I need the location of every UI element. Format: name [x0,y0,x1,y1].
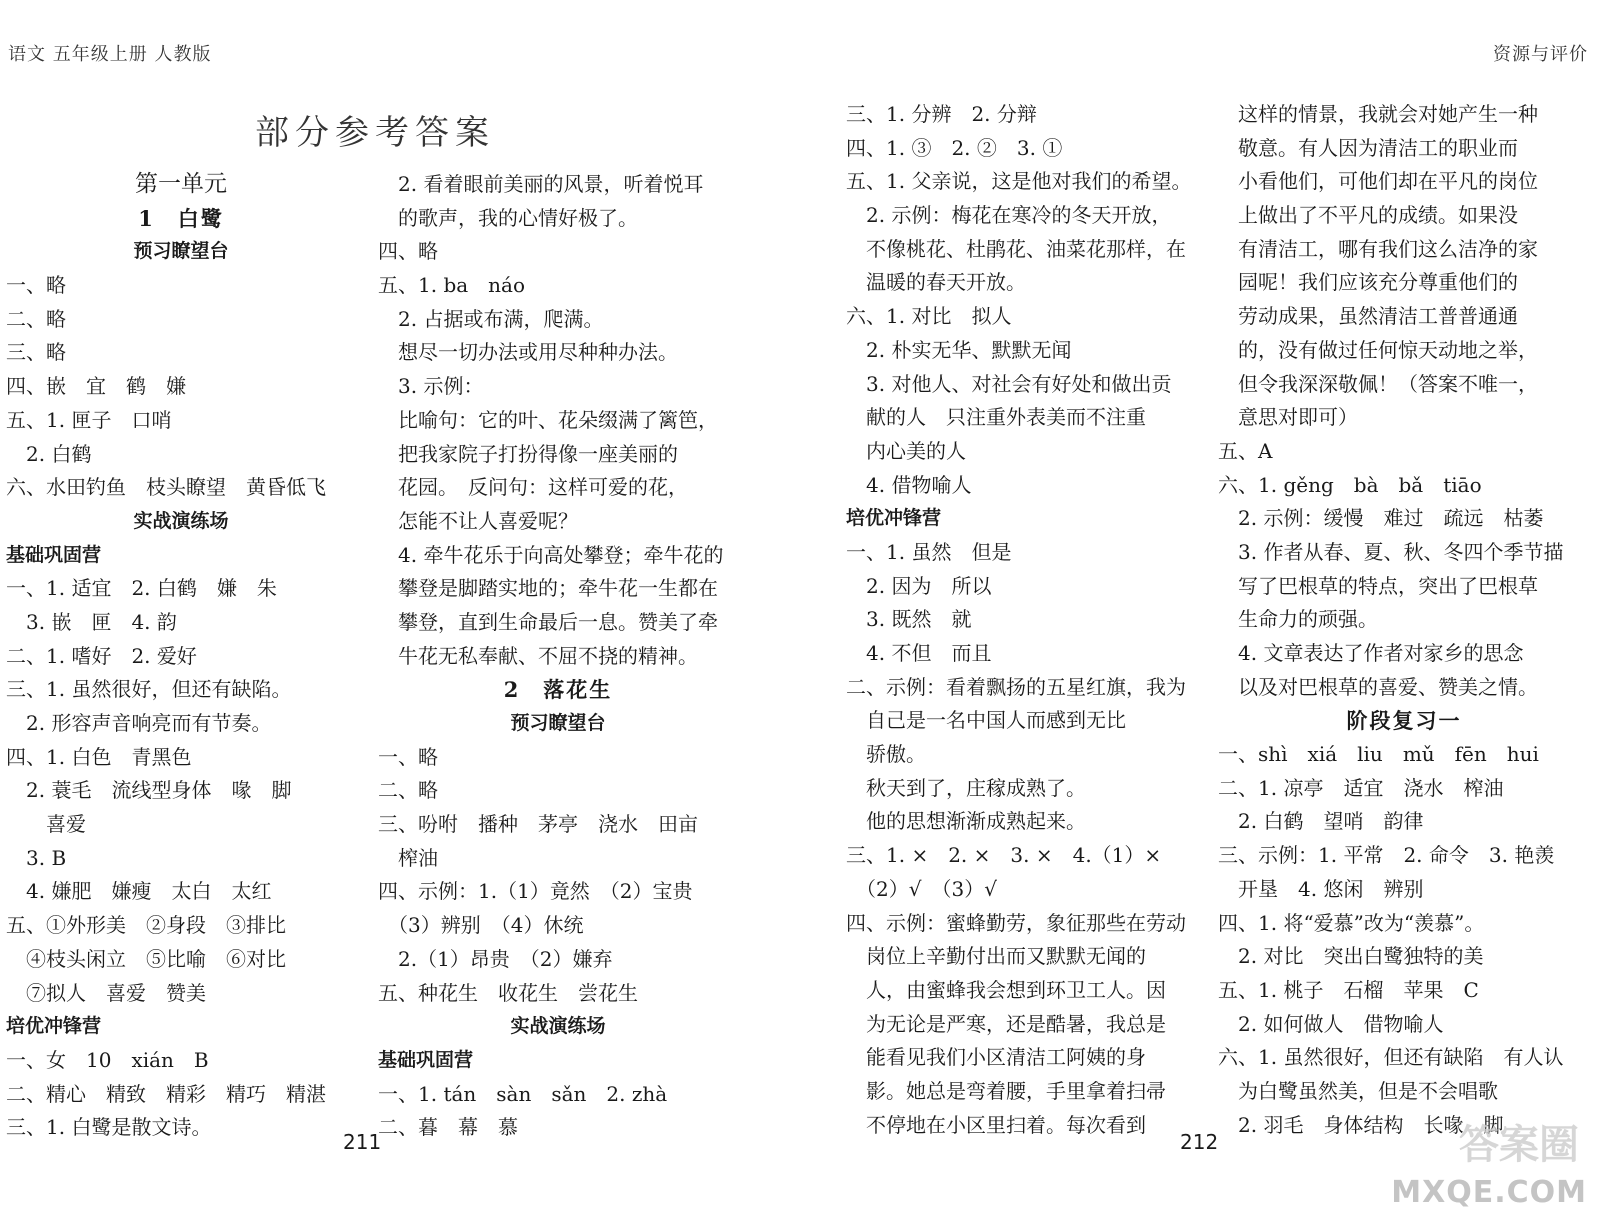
answer-line: 喜爱 [6,812,86,837]
answer-line: 二、精心 精致 精彩 精巧 精湛 [6,1081,326,1106]
answer-line: 想尽一切办法或用尽种种办法。 [378,340,678,365]
answer-line: 五、①外形美 ②身段 ③排比 [6,913,286,938]
answer-line: 有清洁工，哪有我们这么洁净的家 [1218,236,1538,261]
answer-line: 把我家院子打扮得像一座美丽的 [378,441,678,466]
answer-line: 三、吩咐 播种 茅亭 浇水 田亩 [378,812,698,837]
section-heading: 1 白鹭 [138,205,224,231]
answer-line: 他的思想渐渐成熟起来。 [846,809,1086,834]
answer-line: 2.（1）昂贵 （2）嫌弃 [378,946,613,971]
answer-line: 三、1. 虽然很好，但还有缺陷。 [6,677,292,702]
answer-line: 一、shì xiá liu mǔ fēn hui [1218,742,1539,767]
answer-line: 生命力的顽强。 [1218,607,1378,632]
answer-line: 五、种花生 收花生 尝花生 [378,980,638,1005]
answer-line: 2. 示例：缓慢 难过 疏远 枯萎 [1218,506,1544,531]
answer-line: 这样的情景，我就会对她产生一种 [1218,102,1538,126]
answer-line: 榨油 [378,845,438,870]
answer-line: 二、示例：看着飘扬的五星红旗，我为 [846,674,1186,699]
answer-line: 三、示例：1. 平常 2. 命令 3. 艳羡 [1218,843,1555,868]
answer-line: 2. 对比 突出白鹭独特的美 [1218,944,1484,969]
answer-line: 二、1. 嗜好 2. 爱好 [6,643,197,668]
answer-line: 2. 朴实无华、默默无闻 [846,337,1072,362]
section-heading: 实战演练场 [133,509,229,532]
section-heading: 2 落花生 [503,677,613,703]
watermark [1391,1100,1591,1220]
section-heading: 培优冲锋营 [6,1015,102,1038]
answer-column-3 [846,98,1206,1142]
answer-line: 不停地在小区里扫着。每次看到 [846,1112,1146,1137]
answer-line: 岗位上辛勤付出而又默默无闻的 [846,944,1146,969]
answer-line: 2. 羽毛 身体结构 长喙 脚 [1218,1112,1504,1137]
answer-line: 二、略 [378,778,438,803]
answer-line: 2. 示例：梅花在寒冷的冬天开放， [846,203,1172,228]
book-info-header: 语文 五年级上册 人教版 [8,44,212,65]
section-heading: 培优冲锋营 [846,507,942,530]
answer-line: 3. 既然 就 [846,607,972,632]
answer-line: 六、水田钓鱼 枝头瞭望 黄昏低飞 [6,475,326,500]
answer-column-1 [6,168,356,1145]
answer-line: 怎能不让人喜爱呢？ [378,508,578,533]
answer-line: 三、1. 分辨 2. 分辩 [846,102,1037,126]
answer-line: 一、女 10 xián B [6,1047,209,1072]
answer-line: 4. 不但 而且 [846,641,992,665]
answer-line: ④枝头闲立 ⑤比喻 ⑥对比 [6,946,286,971]
answer-line: 一、略 [6,273,66,298]
answer-line: 四、1. 白色 青黑色 [6,744,192,769]
answer-line: （3）辨别 （4）休统 [378,913,584,938]
answer-line: 为无论是严寒，还是酷暑，我总是 [846,1011,1166,1036]
answer-line: 4. 嫌肥 嫌瘦 太白 太红 [6,879,272,904]
answer-line: 的，没有做过任何惊天动地之举， [1218,337,1538,362]
answer-line: 影。她总是弯着腰，手里拿着扫帚 [846,1078,1166,1103]
answer-line: 2. 看着眼前美丽的风景，听着悦耳 [378,172,704,196]
answer-line: 2. 占据或布满，爬满。 [378,306,604,331]
answer-line: 内心美的人 [846,438,966,463]
answer-line: 六、1. 虽然很好，但还有缺陷 有人认 [1218,1045,1564,1070]
answer-line: 五、A [1218,438,1273,463]
answer-line: 3. 嵌 匣 4. 韵 [6,609,177,634]
section-heading: 预习瞭望台 [133,240,229,263]
answer-line: 3. 示例： [378,374,484,399]
answer-line: 一、1. 虽然 但是 [846,539,1012,564]
section-heading: 第一单元 [135,171,227,197]
answer-line: 3. 对他人、对社会有好处和做出贡 [846,371,1172,396]
watermark-url: MXQE.COM [1391,1175,1587,1210]
answer-line: 意思对即可） [1218,405,1358,430]
answer-line: 三、1. 白鹭是散文诗。 [6,1115,212,1140]
answer-line: 四、嵌 宜 鹤 嫌 [6,374,186,399]
answer-line: 4. 借物喻人 [846,472,972,497]
answer-line: 3. B [6,845,67,870]
section-heading: 基础巩固营 [378,1048,474,1071]
answer-line: （2）√ （3）√ [846,876,997,901]
answer-line: 四、略 [378,239,438,264]
answer-line: 园呢！我们应该充分尊重他们的 [1218,270,1518,295]
answer-line: 4. 文章表达了作者对家乡的思念 [1218,641,1524,665]
answer-line: 四、示例：蜜蜂勤劳，象征那些在劳动 [846,910,1186,935]
answer-line: 人，由蜜蜂我会想到环卫工人。因 [846,977,1166,1002]
answer-line: 为白鹭虽然美，但是不会唱歌 [1218,1078,1498,1103]
answer-line: 2. 因为 所以 [846,573,992,598]
answer-line: 温暖的春天开放。 [846,270,1026,295]
answer-line: 六、1. gěng bà bǎ tiāo [1218,472,1482,497]
answer-line: 一、1. tán sàn sǎn 2. zhà [378,1081,668,1106]
answer-line: 2. 蓑毛 流线型身体 喙 脚 [6,778,292,803]
answer-line: 二、略 [6,306,66,331]
answer-line: 牛花无私奉献、不屈不挠的精神。 [378,643,698,668]
answer-line: 四、1. 将“爱慕”改为“羡慕”。 [1218,910,1485,935]
answer-line: 比喻句：它的叶、花朵缀满了篱笆， [378,407,718,432]
answer-line: 攀登，直到生命最后一息。赞美了牵 [378,609,718,634]
answer-column-2 [378,168,738,1145]
answer-line: 五、1. 桃子 石榴 苹果 C [1218,977,1479,1002]
answer-line: 的歌声，我的心情好极了。 [378,205,638,230]
answer-line: 小看他们，可他们却在平凡的岗位 [1218,169,1538,194]
answer-line: 上做出了不平凡的成绩。如果没 [1218,203,1518,228]
answer-line: 敬意。有人因为清洁工的职业而 [1218,135,1518,160]
answer-line: 2. 白鹤 望哨 韵律 [1218,809,1424,834]
answer-line: 三、略 [6,340,66,365]
page-title: 部分参考答案 [255,113,495,153]
answer-column-4 [1218,98,1590,1142]
section-heading: 预习瞭望台 [510,712,606,734]
answer-line: 4. 牵牛花乐于向高处攀登；牵牛花的 [378,542,724,567]
answer-line: 花园。 反问句：这样可爱的花， [378,475,688,500]
answer-line: 秋天到了，庄稼成熟了。 [846,775,1086,800]
answer-line: 写了巴根草的特点，突出了巴根草 [1218,573,1538,598]
answer-line: 三、1. × 2. × 3. × 4.（1）× [846,843,1162,868]
answer-line: 献的人 只注重外表美而不注重 [846,405,1146,430]
answer-line: 自己是一名中国人而感到无比 [846,708,1126,733]
answer-line: 2. 白鹤 [6,441,92,466]
answer-line: 但令我深深敬佩！（答案不唯一， [1218,371,1538,396]
answer-line: 四、1. ③ 2. ② 3. ① [846,135,1063,160]
answer-line: 一、略 [378,744,438,769]
answer-line: 以及对巴根草的喜爱、赞美之情。 [1218,674,1538,699]
answer-line: 3. 作者从春、夏、秋、冬四个季节描 [1218,539,1564,564]
answer-line: 五、1. 匣子 口哨 [6,407,172,432]
section-heading: 阶段复习一 [1346,708,1462,734]
answer-line: 二、暮 幕 慕 [378,1115,518,1140]
watermark-logo: 答案圈 [1459,1122,1579,1168]
answer-line: 不像桃花、杜鹃花、油菜花那样，在 [846,236,1186,261]
answer-line: 劳动成果，虽然清洁工普普通通 [1218,304,1518,329]
answer-line: 开垦 4. 悠闲 辨别 [1218,876,1424,901]
section-heading: 基础巩固营 [6,543,102,566]
answer-line: 2. 形容声音响亮而有节奏。 [6,711,272,735]
answer-line: ⑦拟人 喜爱 赞美 [6,980,206,1005]
answer-line: 攀登是脚踏实地的；牵牛花一生都在 [378,576,718,601]
answer-line: 2. 如何做人 借物喻人 [1218,1011,1444,1036]
page-number-left: 211 [343,1130,382,1154]
answer-line: 二、1. 凉亭 适宜 浇水 榨油 [1218,775,1504,800]
series-header: 资源与评价 [1493,44,1588,65]
answer-line: 能看见我们小区清洁工阿姨的身 [846,1045,1146,1070]
answer-line: 骄傲。 [846,742,926,767]
answer-line: 四、示例：1.（1）竟然 （2）宝贵 [378,879,693,904]
answer-line: 六、1. 对比 拟人 [846,304,1012,329]
answer-line: 一、1. 适宜 2. 白鹤 嫌 朱 [6,576,277,601]
section-heading: 实战演练场 [510,1015,606,1038]
answer-line: 五、1. ba náo [378,273,526,298]
answer-line: 五、1. 父亲说，这是他对我们的希望。 [846,169,1192,194]
page-number-right: 212 [1180,1130,1219,1154]
